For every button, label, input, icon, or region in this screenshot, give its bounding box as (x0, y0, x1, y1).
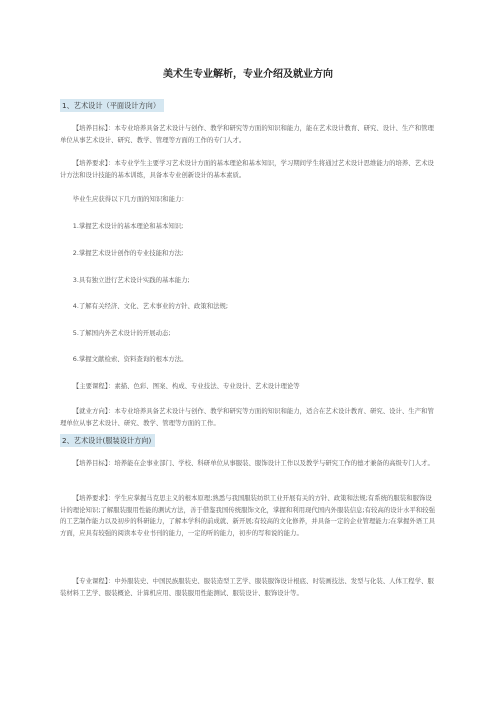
section-1-training-goal: 【培养目标】：本专业培养具备艺术设计与创作、教学和研究等方面的知识和能力，能在艺术设计教育、研究、设计、生产和管理单位从事艺术设计、研究、教学、管理等方面的工作的专门人才。 (60, 124, 434, 144)
ability-item: 5.了解国内外艺术设计的开展动态; (72, 329, 171, 337)
section-1-abilities-intro: 毕业生应获得以下几方面的知识和能力： (72, 195, 188, 203)
ability-item: 3.具有独立进行艺术设计实践的基本能力; (72, 276, 190, 284)
section-2-courses: 【专业课程】：中外服装史、中国民族服装史、服装造型工艺学、服装服饰设计根底、时装画技法、发型与化装、人体工程学、服装材料工艺学、服装概论、计算机应用、服装服用性能测试、服装设计、服饰设计等。 (60, 577, 434, 597)
document-title: 美术生专业解析，专业介绍及就业方向 (163, 69, 333, 80)
section-2-training-requirements: 【培养要求】：学生应掌握马克思主义的根本原理;熟悉与我国服装纺织工业开展有关的方针、政策和法规;有系统的服装和服饰设计的理论知识;了解服装服用性能的测试方法，善于借鉴我国传统服饰文化，掌握和利用现代国内外服装信息;有较高的设计水平和较强的工艺制作能力以及初步的科研能力，了解本学科的前成就、新开展;有较高的文化修养，并具备一定的企业管理能力;在掌握外语工具方面，应具有较强的阅读本专业书刊的能力，一定的听的能力，初步的写和说的能力。 (60, 494, 435, 537)
ability-item: 6.掌握文献检索、资料查询的根本方法。 (72, 355, 188, 363)
section-1-training-requirements: 【培养要求】：本专业学生主要学习艺术设计方面的基本理论和基本知识，学习期间学生将通过艺术设计思维能力的培养、艺术设计方法和设计技能的基本训练，具备本专业创新设计的基本素质。 (60, 159, 434, 179)
section-1-employment: 【就业方向】：本专业培养具备艺术设计与创作、教学和研究等方面的知识和能力，适合在艺术设计教育、研究、设计、生产和管理单位从事艺术设计、研究、教学、管理等方面的工作。 (60, 407, 434, 427)
ability-item: 1.掌握艺术设计的基本理论和基本知识; (72, 222, 184, 230)
section-2-training-goal: 【培养目标】：培养能在企事业部门、学校、科研单位从事服装、服饰设计工作以及教学与研究工作的德才兼备的高级专门人才。 (72, 459, 434, 467)
ability-item: 2.掌握艺术设计创作的专业技能和方法; (72, 249, 184, 257)
section-1-courses: 【主要课程】：素描、色彩、图案、构成、专业技法、专业设计、艺术设计理论等 (72, 382, 300, 390)
section-1-heading: 1、艺术设计（平面设计方向） (60, 99, 164, 112)
section-2-heading: 2、艺术设计(服装设计方向) (60, 434, 155, 447)
ability-item: 4.了解有关经济、文化、艺术事业的方针、政策和法规; (72, 302, 229, 310)
